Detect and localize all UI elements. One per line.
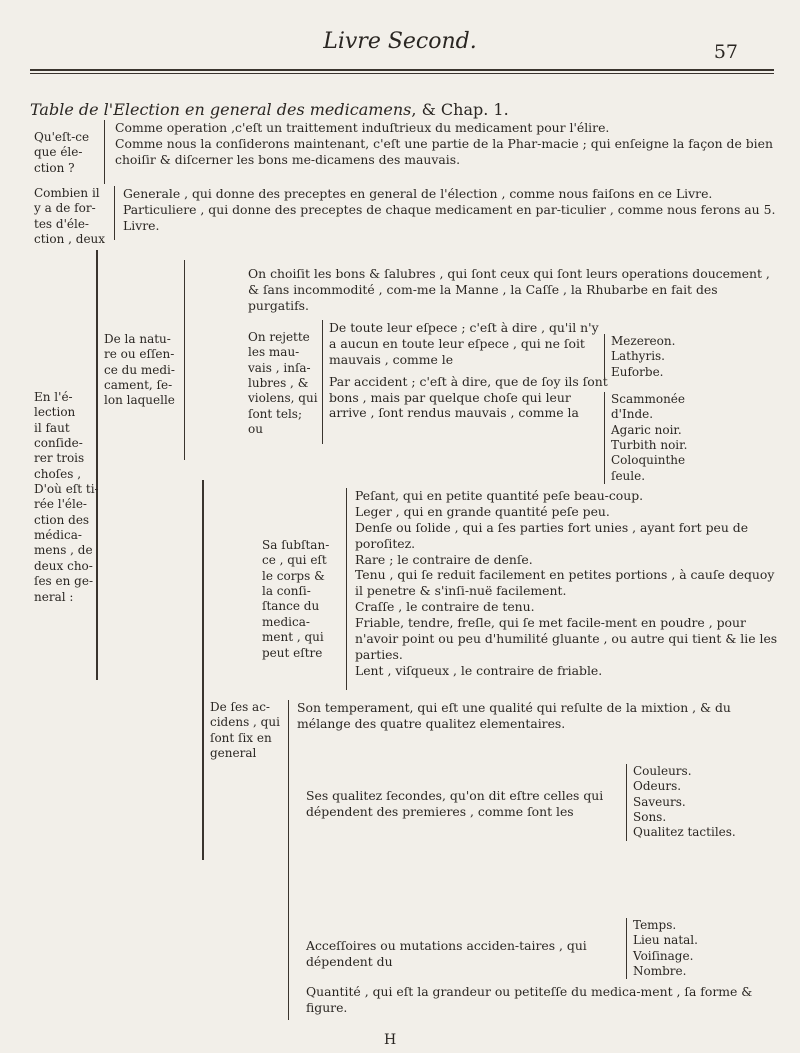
- access-list: Temps. Lieu natal. Voiſinage. Nombre.: [626, 918, 781, 979]
- accidents-access: Acceſſoires ou mutations acciden-taires , qui dépendent du: [306, 938, 587, 969]
- table-title: [30, 100, 509, 120]
- substance-item-7: Friable, tendre, freſle, qui ſe met facile-ment en poudre , pour n'avoir point ou peu d'humilité gluante , ou autre qui tient & lie les parties.: [355, 615, 778, 662]
- q1-item-1: Comme operation ,c'eſt un traittement induſtrieux du medicament pour l'élire.: [115, 120, 610, 135]
- q2-item-1: Generale , qui donne des preceptes en general de l'élection , comme nous faiſons en ce Livre.: [123, 186, 713, 201]
- q1-item-2: Comme nous la conſiderons maintenant, c'eſt une partie de la Phar-macie ; qui enſeigne la façon de bien choiſir & diſcerner les bons me-dicamens des mauvais.: [115, 135, 773, 167]
- main-brace: [96, 250, 98, 680]
- nature-reject-brace: [322, 320, 609, 444]
- substance-item-4: Rare ; le contraire de denſe.: [355, 551, 533, 567]
- substance-item-5: Tenu , qui ſe reduit facilement en petites portions , à cauſe dequoy il penetre & s'inſi-nuë facilement.: [355, 567, 775, 599]
- origin-label: D'où eſt ti- rée l'éle- ction des médica- mens , de deux cho- ſes en ge- neral :: [34, 482, 99, 604]
- table-title-rest: , & Chap. 1.: [411, 100, 509, 119]
- origin-brace: [202, 480, 204, 860]
- substance-item-8: Lent , viſqueux , le contraire de friable.: [355, 662, 603, 678]
- substance-item-3: Denſe ou ſolide , qui a ſes parties fort unies , ayant fort peu de poroſitez.: [355, 519, 749, 551]
- nature-whole: De toute leur eſpece ; c'eſt à dire , qu'il n'y a aucun en toute leur eſpece , qui ne ſoit mauvais , comme le: [329, 320, 599, 367]
- page-number: 57: [713, 41, 738, 63]
- signature-mark: H: [384, 1032, 397, 1048]
- substance-item-1: Peſant, qui en petite quantité peſe beau-coup.: [355, 488, 644, 503]
- substance-brace: [346, 488, 781, 690]
- second-list: Couleurs. Odeurs. Saveurs. Sons. Qualitez tactiles.: [626, 764, 781, 841]
- accidents-second: Ses qualitez ſecondes, qu'on dit eſtre celles qui dépendent des premieres , comme ſont les: [306, 788, 604, 819]
- q1-brace-group: [104, 120, 787, 184]
- substance-label: Sa ſubſtan- ce , qui eſt le corps & la conſi- ſtance du medica- ment , qui peut eſtre: [262, 538, 330, 660]
- header-rule-thin: [30, 73, 774, 74]
- nature-choose: On choiſit les bons & ſalubres , qui ſont ceux qui ſont leurs operations doucement , & ſans incommodité , com-me la Manne , la Caſſe , la Rhubarbe en fait des purgatifs.: [248, 266, 770, 313]
- header-rule: [30, 69, 774, 71]
- q1-label: Qu'eſt-ce que éle- ction ?: [34, 130, 90, 175]
- accidents-temper: Son temperament, qui eſt une qualité qui reſulte de la mixtion , & du mélange des quatre qualitez elementaires.: [297, 700, 731, 731]
- accidents-quantity: Quantité , qui eſt la grandeur ou petiteſſe du medica-ment , ſa forme & figure.: [306, 984, 753, 1015]
- nature-accident-list: Scammonée d'Inde. Agaric noir. Turbith noir. Coloquinthe ſeule.: [604, 392, 761, 484]
- left-main-label: En l'é- lection il faut conſide- rer trois choſes ,: [34, 390, 85, 481]
- q2-item-2: Particuliere , qui donne des preceptes de chaque medicament en par-ticulier , comme nous ferons au 5. Livre.: [123, 201, 776, 233]
- nature-whole-list: Mezereon. Lathyris. Euforbe.: [604, 334, 751, 380]
- nature-reject-label: On rejette les mau- vais , inſa- lubres , & violens, qui ſont tels; ou: [248, 330, 318, 437]
- running-title: Livre Second.: [323, 29, 477, 54]
- substance-item-2: Leger , qui en grande quantité peſe peu.: [355, 503, 610, 519]
- q2-label: Combien il y a de for- tes d'éle- ction , deux: [34, 186, 106, 247]
- q2-brace-group: [114, 186, 785, 240]
- accidents-label: De ſes ac- cidens , qui ſont ſix en general: [210, 700, 280, 761]
- nature-label: De la natu- re ou eſſen- ce du medi- cament, ſe- lon laquelle: [104, 332, 175, 408]
- substance-item-6: Craſſe , le contraire de tenu.: [355, 599, 535, 615]
- nature-accident: Par accident ; c'eſt à dire, que de ſoy ils ſont bons , mais par quelque choſe qui leur arrive , ſont rendus mauvais , comme la: [329, 373, 608, 421]
- table-title-italic: Table de l'Election en general des medicamens: [30, 100, 412, 119]
